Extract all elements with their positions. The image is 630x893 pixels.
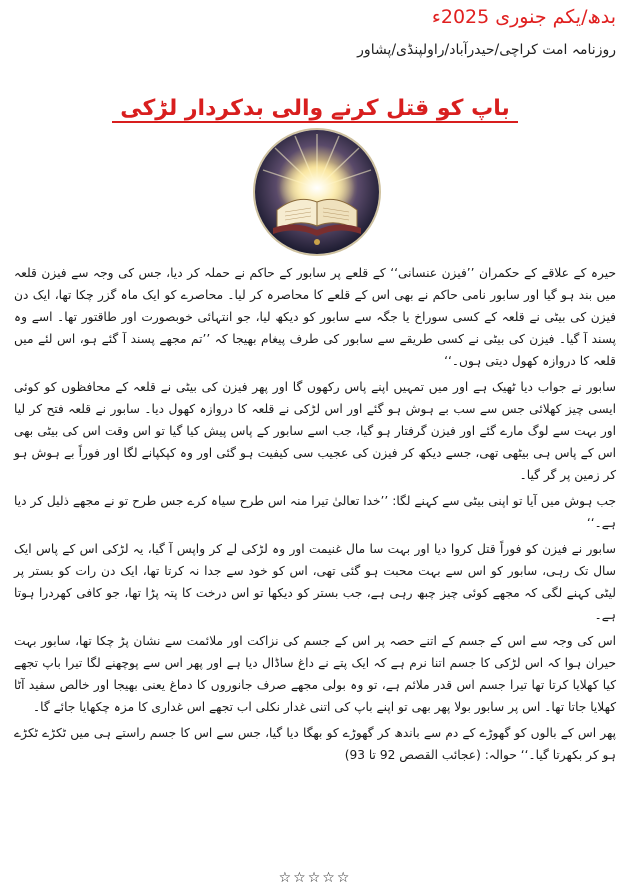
- article-paragraph: پھر اس کے بالوں کو گھوڑے کے دم سے باندھ کر گھوڑے کو بھگا دیا گیا، جس سے اس کا جسم راستے ہی میں ٹکڑے ٹکڑے ہو کر بکھرتا گیا۔‘‘ حوالہ: (عجائب القصص 92 تا 93): [14, 726, 616, 762]
- article-title: باپ کو قتل کرنے والی بدکردار لڑکی: [112, 96, 518, 123]
- star-divider: ☆☆☆☆☆: [278, 870, 352, 886]
- article-title-wrapper: [0, 96, 630, 123]
- book-illustration: [255, 130, 379, 254]
- article-body: [14, 262, 616, 770]
- article-paragraph: سابور نے فیزن کو فوراً قتل کروا دیا اور بہت سا مال غنیمت اور وہ لڑکی لے کر واپس آ گیا، یہ لڑکی اس کے پاس ایک سال تک رہی، سابور کو اس سے بہت محبت ہو گئی تھی، اس کو خود سے جدا نہ کرتا تھا، ایک دن رات کو بستر پر لیٹی کہنے لگی کہ مجھے کوئی چیز چبھ رہی ہے، جب بستر کو دیکھا تو اس درخت کا پتہ پڑا تھا، جو کافی کھردرا ہوتا ہے۔: [14, 542, 616, 622]
- publication-date: بدھ/یکم جنوری 2025ء: [431, 6, 616, 28]
- glowing-book-image: [253, 128, 381, 256]
- article-paragraph: حیرہ کے علاقے کے حکمران ’’فیزن عنسانی‘‘ کے قلعے پر سابور کے حاکم نے حملہ کر دیا، جس کی وجہ سے فیزن قلعہ میں بند ہو گیا اور سابور نامی حاکم نے بھی اس کے قلعے کا محاصرہ کر لیا۔ محاصرے کو ایک ماہ گزر چکا تھا، ایک دن فیزن کی بیٹی نے قلعہ کے کسی سوراخ یا جگہ سے سابور کو دیکھ لیا، جو انتہائی خوبصورت اور طاقتور تھا۔ اسے وہ پسند آ گیا۔ فیزن کی بیٹی نے کسی طریقے سے سابور کی طرف پیغام بھیجا کہ ’’تم مجھے پسند آ گئے ہو، اس لئے میں قلعہ کا دروازہ کھول دیتی ہوں۔‘‘: [14, 266, 616, 368]
- article-paragraph: اس کی وجہ سے اس کے جسم کے اتنے حصہ پر اس کے جسم کی نزاکت اور ملائمت سے نشان پڑ چکا تھا، سابور بہت حیران ہوا کہ اس لڑکی کا جسم اتنا نرم ہے کہ ایک پتے نے داغ ساڈال دیا ہے اور پھر اس سے پوچھنے لگا تیرا باپ تجھے کیا کھلایا کرتا تھا تیرا جسم اس قدر ملائم ہے، تو وہ بولی مجھے صرف جانوروں کا دماغ یعنی بھیجا اور خالص سفید آٹا کھلایا جاتا تھا۔ اس پر سابور بولا پھر بھی تو اپنے باپ کی اتنی غدار نکلی اب تجھے اس غداری کا مزہ چکھایا جائے گا۔: [14, 634, 616, 714]
- article-paragraph: سابور نے جواب دیا ٹھیک ہے اور میں تمہیں اپنے پاس رکھوں گا اور پھر فیزن کی بیٹی نے قلعہ کے محافظوں کو کوئی ایسی چیز کھلائی جس سے سب بے ہوش ہو گئے اور اس لڑکی نے قلعہ کا دروازہ کھول دیا۔ سابور نے قلعہ فتح کر لیا اور بہت سے لوگ مارے گئے اور فیزن گرفتار ہو گیا، جب اسے سابور کے پاس پیش کیا گیا تو اس وقت اس کی بیٹی بھی اس کے پاس ہی بیٹھی تھی، جسے دیکھ کر فیزن کی عجیب سی کیفیت ہو گئی اور وہ کپکپانے لگا اور فوراً بے ہوش ہو کر زمین پر گر گیا۔: [14, 380, 616, 482]
- article-paragraph: جب ہوش میں آیا تو اپنی بیٹی سے کہنے لگا: ’’خدا تعالیٰ تیرا منہ اس طرح سیاہ کرے جس طرح تو نے مجھے ذلیل کر دیا ہے۔‘‘: [14, 494, 616, 530]
- source-line: روزنامہ امت کراچی/حیدرآباد/راولپنڈی/پشاور: [357, 42, 616, 58]
